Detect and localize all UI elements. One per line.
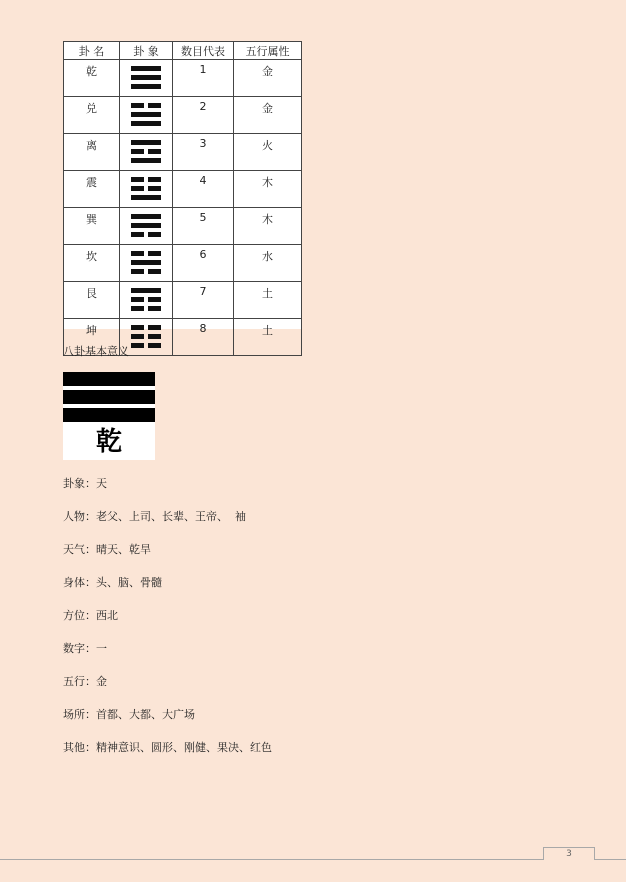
yin-line	[148, 149, 161, 154]
attribute-line: 天气：晴天、乾旱	[63, 543, 151, 556]
yin-line	[148, 334, 161, 339]
trigram-symbol-icon	[131, 214, 161, 238]
trigram-name-cell: 坤	[64, 319, 120, 356]
yin-line	[148, 325, 161, 330]
yin-line	[148, 186, 161, 191]
yang-line	[131, 260, 161, 265]
yang-line	[131, 121, 161, 126]
yin-line	[148, 177, 161, 182]
table-header-row	[64, 42, 302, 60]
featured-trigram-name: 乾	[95, 427, 122, 457]
trigram-number-cell: 4	[173, 171, 234, 208]
trigram-symbol-icon	[131, 103, 161, 127]
table-row	[64, 60, 302, 97]
trigram-line	[63, 408, 155, 422]
attribute-line: 方位：西北	[63, 609, 118, 622]
table-row	[64, 282, 302, 319]
trigram-symbol-cell	[120, 134, 173, 171]
yang-line	[131, 214, 161, 219]
yin-line	[148, 251, 161, 256]
featured-trigram	[63, 372, 155, 460]
trigram-symbol-icon	[131, 251, 161, 275]
yin-line	[131, 232, 144, 237]
trigram-table	[63, 41, 302, 356]
trigram-number-cell: 2	[173, 97, 234, 134]
header-element: 五行属性	[234, 42, 302, 60]
yang-line	[131, 158, 161, 163]
attribute-line: 五行：金	[63, 675, 107, 688]
yin-line	[148, 306, 161, 311]
table-row	[64, 171, 302, 208]
attribute-line: 场所：首都、大都、大广场	[63, 708, 195, 721]
trigram-name-cell: 乾	[64, 60, 120, 97]
yin-line	[131, 269, 144, 274]
trigram-element-cell: 土	[234, 282, 302, 319]
footer-divider	[0, 859, 626, 860]
trigram-symbol-icon	[131, 140, 161, 164]
yin-line	[131, 177, 144, 182]
yin-line	[148, 232, 161, 237]
yang-line	[131, 288, 161, 293]
attribute-line: 其他：精神意识、圆形、刚健、果决、红色	[63, 741, 272, 754]
yin-line	[131, 325, 144, 330]
trigram-number-cell: 3	[173, 134, 234, 171]
attribute-line: 身体：头、脑、骨髓	[63, 576, 162, 589]
table-row	[64, 97, 302, 134]
trigram-number-cell: 1	[173, 60, 234, 97]
yin-line	[148, 103, 161, 108]
trigram-symbol-icon	[131, 325, 161, 349]
yang-line	[131, 112, 161, 117]
trigram-line	[63, 372, 155, 386]
yin-line	[131, 149, 144, 154]
trigram-line	[63, 390, 155, 404]
trigram-symbol-cell	[120, 245, 173, 282]
trigram-element-cell: 木	[234, 171, 302, 208]
header-name: 卦 名	[64, 42, 120, 60]
trigram-symbol-cell	[120, 171, 173, 208]
yang-line	[131, 66, 161, 71]
trigram-table-container	[63, 41, 301, 337]
table-row	[64, 208, 302, 245]
attribute-line: 卦象：天	[63, 477, 107, 490]
attribute-line: 人物：老父、上司、长辈、王帝、 袖	[63, 510, 246, 523]
yang-line	[131, 140, 161, 145]
yin-line	[131, 251, 144, 256]
trigram-element-cell: 木	[234, 208, 302, 245]
table-row	[64, 245, 302, 282]
yin-line	[131, 343, 144, 348]
trigram-name-cell: 兑	[64, 97, 120, 134]
trigram-name-cell: 巽	[64, 208, 120, 245]
trigram-element-cell: 金	[234, 60, 302, 97]
yin-line	[148, 297, 161, 302]
yang-line	[131, 75, 161, 80]
section-caption: 八卦基本意义	[63, 345, 129, 358]
trigram-number-cell: 6	[173, 245, 234, 282]
trigram-name-cell: 震	[64, 171, 120, 208]
trigram-number-cell: 8	[173, 319, 234, 356]
trigram-symbol-icon	[131, 177, 161, 201]
trigram-name-cell: 艮	[64, 282, 120, 319]
yin-line	[148, 343, 161, 348]
trigram-name-cell: 坎	[64, 245, 120, 282]
trigram-element-cell: 火	[234, 134, 302, 171]
yin-line	[148, 269, 161, 274]
trigram-name-cell: 离	[64, 134, 120, 171]
trigram-symbol-icon	[131, 66, 161, 90]
trigram-symbol-cell	[120, 60, 173, 97]
trigram-element-cell: 土	[234, 319, 302, 356]
attribute-line: 数字：一	[63, 642, 107, 655]
yin-line	[131, 103, 144, 108]
trigram-number-cell: 5	[173, 208, 234, 245]
yin-line	[131, 186, 144, 191]
page-number: 3	[543, 847, 595, 860]
header-symbol: 卦 象	[120, 42, 173, 60]
yin-line	[131, 334, 144, 339]
trigram-element-cell: 金	[234, 97, 302, 134]
trigram-symbol-icon	[131, 288, 161, 312]
yang-line	[131, 195, 161, 200]
trigram-element-cell: 水	[234, 245, 302, 282]
trigram-symbol-cell	[120, 208, 173, 245]
trigram-symbol-cell	[120, 97, 173, 134]
yang-line	[131, 84, 161, 89]
yang-line	[131, 223, 161, 228]
header-number: 数目代表	[173, 42, 234, 60]
trigram-number-cell: 7	[173, 282, 234, 319]
yin-line	[131, 297, 144, 302]
table-row	[64, 134, 302, 171]
yin-line	[131, 306, 144, 311]
trigram-symbol-cell	[120, 282, 173, 319]
